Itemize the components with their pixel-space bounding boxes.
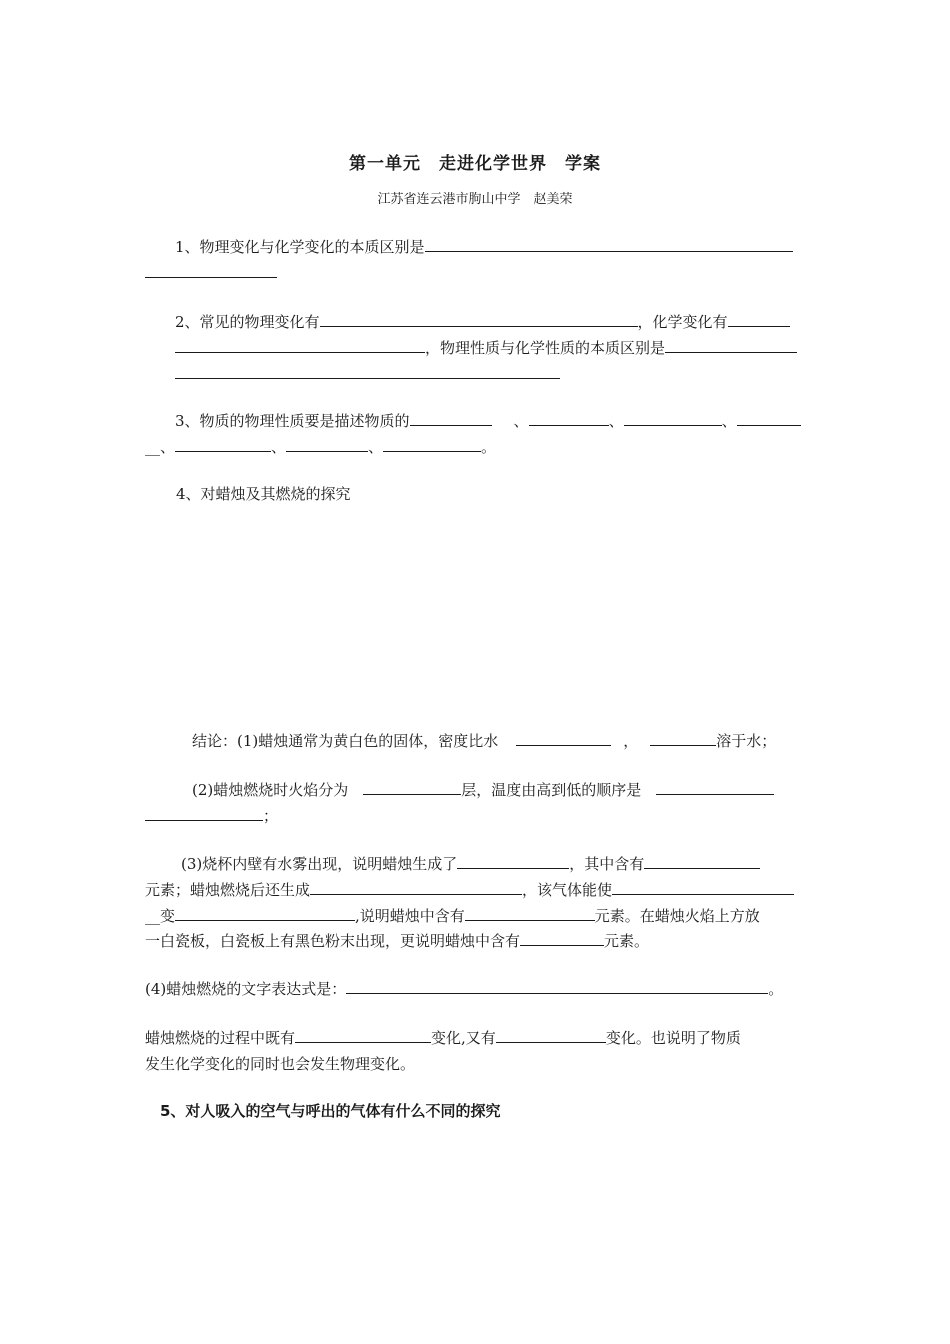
answer-blank[interactable] <box>728 311 790 327</box>
answer-blank[interactable] <box>520 930 604 946</box>
answer-blank[interactable] <box>465 905 595 921</box>
separator: 、 <box>513 412 529 430</box>
question-2-line-2 <box>175 337 797 359</box>
answer-blank[interactable] <box>496 1027 606 1043</box>
separator: 、 <box>608 412 624 430</box>
separator: 、 <box>271 438 287 456</box>
conclusion-text: 又有 <box>465 1029 496 1047</box>
separator: ； <box>263 807 279 825</box>
question-2-text: ，物理性质与化学性质的本质区别是 <box>425 339 666 357</box>
conclusion-text: 元素。在蜡烛火焰上方放 <box>594 907 760 925</box>
question-4-heading: 4、对蜡烛及其燃烧的探究 <box>176 485 351 503</box>
answer-blank[interactable] <box>624 410 722 426</box>
answer-blank[interactable] <box>175 905 355 921</box>
conclusion-text: 元素。 <box>604 932 650 950</box>
conclusion-text: 变化。也说明了物质 <box>605 1029 741 1047</box>
question-3-text: 3、物质的物理性质要是描述物质的 <box>175 412 410 430</box>
question-1-line-1 <box>175 236 793 258</box>
author-line: 江苏省连云港市朐山中学 赵美荣 <box>377 192 573 207</box>
answer-blank[interactable] <box>644 853 760 869</box>
conclusion-1 <box>192 730 776 752</box>
answer-blank[interactable] <box>363 779 461 795</box>
conclusion-text: (4)蜡烛燃烧的文字表达式是： <box>145 980 347 998</box>
question-2-text: 2、常见的物理变化有 <box>175 313 320 331</box>
conclusion-3-line-2 <box>145 879 794 901</box>
conclusion-text: (2)蜡烛燃烧时火焰分为 <box>192 781 349 799</box>
answer-blank[interactable] <box>295 1027 431 1043</box>
conclusion-text: 一白瓷板，白瓷板上有黑色粉末出现，更说明蜡烛中含有 <box>145 932 521 950</box>
answer-blank[interactable] <box>516 730 611 746</box>
answer-blank[interactable] <box>529 410 609 426</box>
answer-blank[interactable] <box>310 879 522 895</box>
conclusion-4 <box>145 978 783 1000</box>
conclusion-text: 层，温度由高到低的顺序是 <box>461 781 642 799</box>
answer-blank[interactable] <box>383 436 481 452</box>
separator: 。 <box>481 438 497 456</box>
separator: ， <box>623 732 639 750</box>
conclusion-2-line-1 <box>192 779 774 801</box>
conclusion-text: 结论：(1)蜡烛通常为黄白色的固体，密度比水 <box>192 732 499 750</box>
question-1-line-2 <box>145 262 277 284</box>
answer-blank[interactable] <box>175 337 425 353</box>
conclusion-5-line-2: 发生化学变化的同时也会发生物理变化。 <box>145 1055 416 1073</box>
conclusion-text: ，该气体能使 <box>522 881 613 899</box>
answer-blank[interactable] <box>457 853 569 869</box>
answer-blank[interactable] <box>410 410 492 426</box>
answer-blank[interactable] <box>145 805 263 821</box>
answer-blank[interactable] <box>320 311 638 327</box>
answer-blank[interactable] <box>286 436 368 452</box>
question-2-line-1 <box>175 311 790 333</box>
conclusion-text: __变 <box>145 907 176 925</box>
question-1-text: 1、物理变化与化学变化的本质区别是 <box>175 238 425 256</box>
separator: 、 <box>721 412 737 430</box>
separator: 。 <box>768 980 784 998</box>
conclusion-text: 蜡烛燃烧的过程中既有 <box>145 1029 296 1047</box>
answer-blank[interactable] <box>145 262 277 278</box>
question-2-text: ，化学变化有 <box>637 313 728 331</box>
conclusion-5-line-1 <box>145 1027 741 1049</box>
answer-blank[interactable] <box>665 337 797 353</box>
answer-blank[interactable] <box>175 363 560 379</box>
answer-blank[interactable] <box>425 236 793 252</box>
conclusion-text: ，其中含有 <box>569 855 645 873</box>
conclusion-text: 溶于水； <box>716 732 777 750</box>
conclusion-2-line-2 <box>145 805 278 827</box>
answer-blank[interactable] <box>656 779 774 795</box>
conclusion-3-line-4 <box>145 930 649 952</box>
conclusion-text: 变化, <box>431 1029 466 1047</box>
conclusion-text: ,说明蜡烛中含有 <box>355 907 465 925</box>
page-title: 第一单元 走进化学世界 学案 <box>349 154 601 174</box>
answer-blank[interactable] <box>346 978 768 994</box>
separator: __、 <box>145 438 176 456</box>
question-3-line-2 <box>145 436 496 458</box>
answer-blank[interactable] <box>737 410 801 426</box>
answer-blank[interactable] <box>650 730 716 746</box>
conclusion-text: 元素；蜡烛燃烧后还生成 <box>145 881 311 899</box>
question-3-line-1 <box>175 410 801 432</box>
answer-blank[interactable] <box>612 879 794 895</box>
answer-blank[interactable] <box>175 436 271 452</box>
conclusion-3-line-1 <box>181 853 760 875</box>
conclusion-text: (3)烧杯内壁有水雾出现，说明蜡烛生成了 <box>181 855 458 873</box>
separator: 、 <box>368 438 384 456</box>
conclusion-3-line-3 <box>145 905 760 927</box>
question-2-line-3 <box>175 363 560 385</box>
question-5-heading: 5、对人吸入的空气与呼出的气体有什么不同的探究 <box>160 1102 501 1120</box>
